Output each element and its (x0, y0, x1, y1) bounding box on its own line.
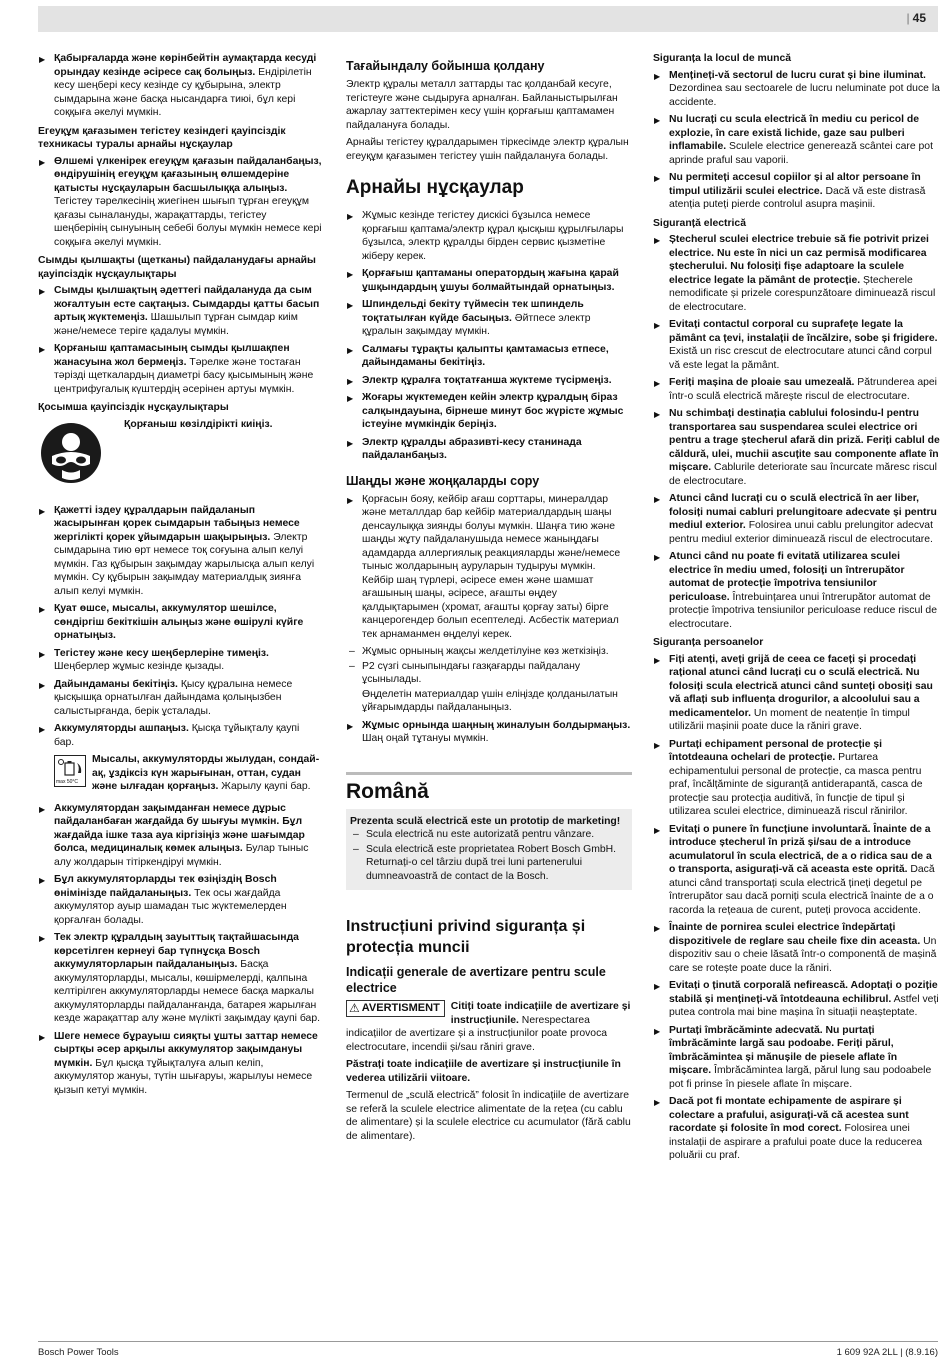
bullet-item: ▶ Бұл аккумуляторларды тек өзіңіздің Bosch өнімінізде пайдаланыңыз. Тек осы жағдайда аккумулятор ауыр шамадан тыс жүктемелерден қорғалған болады. (38, 873, 322, 927)
temperature-label: max 50°C (56, 779, 79, 785)
bullet-item: ▶ Înainte de pornirea sculei electrice îndepărtați dispozitivele de reglare sau cheile fixe din aceasta. Un dispozitiv sau o cheie lăsată într-o componentă de mașină care se rotește poate duce la răniri. (653, 921, 940, 975)
safety-goggles-icon (40, 422, 102, 484)
warning-paragraph: ⚠ AVERTISMENT Citiți toate indicațiile de avertizare și instrucțiunile. Nerespectarea indicațiilor de avertizare și a instrucțiunilor poate provoca electrocutare, incendii și/sau răniri grave. (346, 1000, 631, 1053)
bullet-item: ▶ Evitați o punere în funcțiune involuntară. Înainte de a introduce ștecherul în priză și/sau de a introduce acumulatorul în scula electrică, de a o ridica sau de a o transporta, asigurați-vă că aceasta este oprită. Dacă atunci când transportați scula electrică țineți degetul pe întrerupător sau dacă porniți scula electrică înainte de a o racorda la rețeaua de curent, puteți provoca accidente. (653, 823, 940, 918)
bullet-item: ▶ Шпиндельді бекіту түймесін тек шпиндель тоқтатылған күйде басыңыз. Әйтпесе электр құралын зақымдау мүмкін. (346, 298, 632, 339)
bullet-item: ▶ Ștecherul sculei electrice trebuie să fie potrivit prizei electrice. Nu este în nici un caz permisă modificarea ștecherului. Nu folosiți fișe adaptoare la sculele electrice legate la pământ de protecție. Ștecherele nemodificate și prizele corespunzătoare diminuează riscul de electrocutare. (653, 233, 940, 314)
bullet-item: ▶ Электр құралды абразивті-кесу станинада пайдаланбаңыз. (346, 436, 632, 463)
section-heading: Шаңды және жоңқаларды сору (346, 473, 540, 488)
bullet-item: ▶ Feriți mașina de ploaie sau umezeală. Pătrunderea apei într-o sculă electrică mărește riscul de electrocutare. (653, 376, 940, 403)
bullet-item: ▶ Тек электр құралдың зауыттық тақтайшасында көрсетілген кернеуі бар түпнұсқа Bosch аккумуляторларын пайдаланыңыз. Басқа аккумуляторларды, мысалы, көшірмелерді, қалпына келтірілген аккумуляторларды немесе басқа маркалы аккумуляторларды пайдаланғанда, батарея жарылған кезде жарақаттар алу және мүлікті зақымдау қаупі бар. (38, 931, 322, 1026)
bullet-item: ▶ Atunci când nu poate fi evitată utilizarea sculei electrice în mediu umed, folosiți un întrerupător automat de protecție împotriva tensiunilor periculoase. Întrebuințarea unui întrerupător automat de protecție împotriva tensiunilor periculoase reduce riscul de electrocutare. (653, 550, 940, 631)
column-romanian (653, 52, 940, 1167)
language-title: Română (346, 779, 429, 803)
bullet-item: ▶ Жоғары жүктемеден кейін электр құралдың біраз салқындауына, бірнеше минут бос жүрісте жұмыс істеуіне мүмкіндік беріңіз. (346, 391, 632, 432)
page-number: | 45 (906, 11, 926, 25)
paragraph: Электр құралы металл заттарды тас қолданбай кесуге, тегістеуге және сыдыруға арналған. Байланыстырылған ажарлау заттектерімен кесу үшін қорғағыш қаптамамен пайдалануға болады. (346, 79, 618, 131)
bullet-item: ▶ Қорғасын бояу, кейбір ағаш сорттары, минералдар және металлдар бар кейбір материалдардың шаңы денсаулыққа зиянды болуы мүмкін. Шаңға тию және шаңды жұту пайдаланушыда немесе жаныңдағы адамдарда аллергиялық реакцияларды және/немесе тыныс жолдарының ауруларын тудыруы мүмкін. Кейбір шаң түрлері, әсіресе емен және шамшат ағашының шаңы, әсіресе, ағашты өңдеу қалдықтарымен (хромат, ағашты қорғау заты) бірге канцерогендер болып есептеледі. Асбестік материал тек арнаманмен өңделуі керек. (346, 493, 632, 642)
bullet-item: ▶ Nu permiteți accesul copiilor și al altor persoane în timpul utilizării sculei electrice. Dacă vă este distrasă atenția puteți pierde controlul asupra mașinii. (653, 171, 940, 212)
section-heading: Егеуқұм қағазымен тегістеу кезіндегі қауіпсіздік техникасы туралы арнайы нұсқаулар (38, 125, 286, 150)
bullet-item: ▶ Mențineți-vă sectorul de lucru curat și bine iluminat. Dezordinea sau sectoarele de lucru neluminate pot duce la accidente. (653, 69, 940, 110)
dash-item: – Жұмыс орнының жақсы желдетілуіне көз жеткізіңіз. (346, 645, 632, 659)
goggles-row (38, 418, 322, 496)
paragraph: Өңделетін материалдар үшін еліңізде қолданылатын ұйғарымдарды пайдаланыңыз. (362, 688, 618, 713)
column-kazakh-2 (346, 52, 632, 1147)
temperature-warning (38, 753, 322, 794)
footer-brand: Bosch Power Tools (38, 1347, 119, 1358)
bullet-item: ▶ Дайындаманы бекітіңіз. Қысу құралына немесе қысқышқа орнатылған дайындама қолыңызбен салыстырғанда, берік ұсталады. (38, 678, 322, 719)
prototype-notice-box (346, 809, 632, 891)
warning-triangle-icon: ⚠ (349, 1000, 360, 1015)
prototype-notice-title: Prezenta sculă electrică este un prototip de marketing! (350, 815, 621, 827)
bullet-item: ▶ Электр құралға тоқтатғанша жүктеме түсірмеңіз. (346, 374, 632, 388)
bullet-item: ▶ Қорғағыш қаптаманы оператордың жағына қарай ұшқындардың ұшуы болмайтындай орнатыңыз. (346, 267, 632, 294)
header-bar (38, 6, 938, 32)
section-title: Instrucțiuni privind siguranța și protecția muncii (346, 918, 586, 956)
goggles-instruction: Қорғаныш көзілдірікті киіңіз. (124, 418, 273, 430)
bullet-item: ▶ Шеге немесе бұрауыш сияқты ұшты заттар немесе сыртқы әсер арқылы аккумулятор зақымдануы мүмкін. Бұл қысқа тұйықталуға алып келіп, аккумулятор жануы, түтін шығаруы, жарылуы немесе қызып кетуі мүмкін. (38, 1030, 322, 1098)
bullet-item: ▶ Fiți atenți, aveți grijă de ceea ce faceți și procedați rațional atunci când lucrați cu o sculă electrică. Nu folosiți scula electrică atunci când sunteți obosiți sau vă aflați sub influența drogurilor, a alcoolului sau a medicamentelor. Un moment de neatenție în timpul utilizării mașinii poate duce la răniri grave. (653, 653, 940, 734)
battery-sun-icon (56, 757, 84, 777)
section-heading: Қосымша қауіпсіздік нұсқаулықтары (38, 402, 229, 413)
section-heading: Сымды қылшақты (щетканы) пайдаланудағы арнайы қауіпсіздік нұсқаулықтары (38, 255, 316, 280)
bullet-item: ▶ Салмағы тұрақты қалыпты қамтамасыз етпесе, дайындаманы бекітіңіз. (346, 343, 632, 370)
section-heading: Siguranță electrică (653, 217, 746, 229)
bullet-item: ▶ Қуат өшсе, мысалы, аккумулятор шешілсе, сөндіргіш бекіткішін алыңыз және өшірулі күйге орнатыңыз. (38, 602, 322, 643)
bullet-item: ▶ Nu lucrați cu scula electrică în mediu cu pericol de explozie, în care există lichide, gaze sau pulberi inflamabile. Sculele electrice generează scântei care pot aprinde praful sau vaporii. (653, 113, 940, 167)
section-title: Арнайы нұсқаулар (346, 177, 524, 198)
bullet-item: ▶ Аккумуляторды ашпаңыз. Қысқа тұйықталу қаупі бар. (38, 722, 322, 749)
bullet-item: ▶ Аккумулятордан зақымданған немесе дұрыс пайдаланбаған жағдайда бу шығуы мүмкін. Бұл жағдайда ішке таза ауа кіргізіңіз және шағымдар болса, медициналық көмек алыңыз. Булар тыныс алу жолдарын тітіркендіруі мүмкін. (38, 802, 322, 870)
bullet-item: ▶ Өлшемі үлкенірек егеуқұм қағазын пайдаланбаңыз, өндірушінің егеуқұм қағазының өлшемдеріне қатысты нұсқауларын басшылыққа алыңыз. Тегістеу тәрелкесінің жиегінен шығып тұрған егеуқұм қағазы сыналануды, жарақаттарды, тегістеу шеңберінің сынуының себебі болуы мүмкін немесе кері соққыға әкелуі мүмкін. (38, 155, 322, 250)
section-heading: Тағайындалу бойынша қолдану (346, 59, 545, 73)
bullet-item: ▶ Жұмыс кезінде тегістеу дискісі бұзылса немесе қорғағыш қаптама/электр құрал қысқыш құрылғылары бұзылса, электр құралды бірден сервис қызметіне жіберу керек. (346, 209, 632, 263)
bullet-item: ▶ Evitați contactul corporal cu suprafețe legate la pământ ca țevi, instalații de încălzire, sobe și frigidere. Există un risc crescut de electrocutare atunci când corpul vă este legat la pământ. (653, 318, 940, 372)
dash-item: – P2 сүзгі сыныпындағы газқағарды пайдалану ұсынылады. (346, 660, 632, 687)
warning-badge: ⚠ AVERTISMENT (346, 1000, 445, 1017)
section-heading: Siguranța la locul de muncă (653, 53, 791, 64)
bullet-item: ▶ Nu schimbați destinația cablului folosindu-l pentru transportarea sau suspendarea sculei electrice ori pentru a trage ștecherul afară din priză. Feriți cablul de căldură, ulei, muchii ascuțite sau componente aflate în mișcare. Cablurile deteriorate sau încurcate măresc riscul de electrocutare. (653, 407, 940, 488)
section-heading: Indicații generale de avertizare pentru scule electrice (346, 965, 606, 995)
footer-doc-id: 1 609 92A 2LL | (8.9.16) (836, 1347, 938, 1358)
bullet-item: ▶ Evitați o ținută corporală nefirească. Adoptați o poziție stabilă și mențineți-vă întotdeauna echilibrul. Astfel veți putea controla mai bine mașina în situații neașteptate. (653, 979, 940, 1020)
footer-divider (38, 1341, 938, 1342)
dash-item: – Scula electrică nu este autorizată pentru vânzare. (350, 828, 628, 842)
bullet-item: ▶ Purtați echipament personal de protecție și întotdeauna ochelari de protecție. Purtarea echipamentului personal de protecție, ca masca pentru praf, încălțăminte de siguranță antiderapantă, casca de protecție sau protecția auditivă, în funcție de tipul și utilizarea sculei electrice, diminuează riscul rănirilor. (653, 738, 940, 819)
bullet-item: ▶ Қабырғаларда және көрінбейтін аумақтарда кесуді орындау кезінде әсіресе сақ болыңыз. Ендірілетін кесу шеңбері кесу кезінде су құбырына, электр сымдарына және басқа нысандарға тиюі, бұл кері соққыға әкелуі мүмкін. (38, 52, 322, 120)
bullet-item: ▶ Қорғаныш қаптамасының сымды қылшақпен жанасуына жол бермеңіз. Тәрелке және тостаған тәрізді щеткалардың диаметрі басу қысымының және центрифугалық күштердің әсерінен артуы мүмкін. (38, 342, 322, 396)
language-divider (346, 772, 632, 775)
bullet-item: ▶ Жұмыс орнында шаңның жиналуын болдырмаңыз. Шаң оңай тұтануы мүмкін. (346, 719, 632, 746)
temperature-text: Мысалы, аккумуляторды жылудан, сондай-ақ, ұздіксіз күн жарығынан, оттан, судан және ылғадан қорғаңыз. Жарылу қаупі бар. (92, 754, 320, 792)
dash-item: – Scula electrică este proprietatea Robert Bosch GmbH. Returnați-o cel târziu după trei luni partenerului dumneavoastră de contact de la Bosch. (350, 843, 628, 884)
bullet-item: ▶ Сымды қылшақтың әдеттегі пайдалануда да сым жоғалтуын есте сақтаңыз. Сымдарды қатты басып артық жүктемеңіз. Шашылып тұрған сымдар киім және/немесе теріге қадалуы мүмкін. (38, 284, 322, 338)
paragraph: Арнайы тегістеу құралдарымен тіркесімде электр құралын егеуқұм қағазымен тегістеу үшін пайдалануға болады. (346, 137, 629, 162)
bullet-item: ▶ Purtați îmbrăcăminte adecvată. Nu purtați îmbrăcăminte largă sau podoabe. Feriți părul, îmbrăcămintea și mănușile de piesele aflate în mișcare. Îmbrăcămintea largă, părul lung sau podoabele pot fi prinse în piesele aflate în mișcare. (653, 1024, 940, 1092)
bullet-item: ▶ Қажетті іздеу құралдарын пайдаланып жасырынған қорек сымдарын табыңыз немесе жергілікті қорек ұйымдарын шақырыңыз. Электр сымдарына тию өрт немесе тоқ соғуына алып келуі мүмкін. Газ құбырын зақымдау жарылысқа алып келуі мүмкін. Су құбырын зақымдау материалдық зиянға алып келуі мүмкін. (38, 504, 322, 599)
bullet-item: ▶ Atunci când lucrați cu o sculă electrică în aer liber, folosiți numai cabluri prelungitoare adecvate și pentru mediul exterior. Folosirea unui cablu prelungitor adecvat pentru mediul exterior diminuează riscul de electrocutare. (653, 492, 940, 546)
paragraph: Termenul de „sculă electrică” folosit în indicațiile de avertizare se referă la sculele electrice alimentate de la rețea (cu cablu de alimentare) și la sculele electrice cu acumulator (fără cablu de alimentare). (346, 1090, 631, 1142)
paragraph: Păstrați toate indicațiile de avertizare și instrucțiunile în vederea utilizării viitoare. (346, 1059, 621, 1084)
bullet-item: ▶ Тегістеу және кесу шеңберлеріне тимеңіз. Шеңберлер жұмыс кезінде қызады. (38, 647, 322, 674)
bullet-item: ▶ Dacă pot fi montate echipamente de aspirare și colectare a prafului, asigurați-vă că acestea sunt racordate și folosite în mod corect. Folosirea unei instalații de aspirare a prafului poate duce la reducerea poluării cu praf. (653, 1095, 940, 1163)
section-heading: Siguranța persoanelor (653, 637, 764, 648)
column-kazakh-1 (38, 52, 322, 1101)
max-temperature-icon (54, 755, 86, 787)
